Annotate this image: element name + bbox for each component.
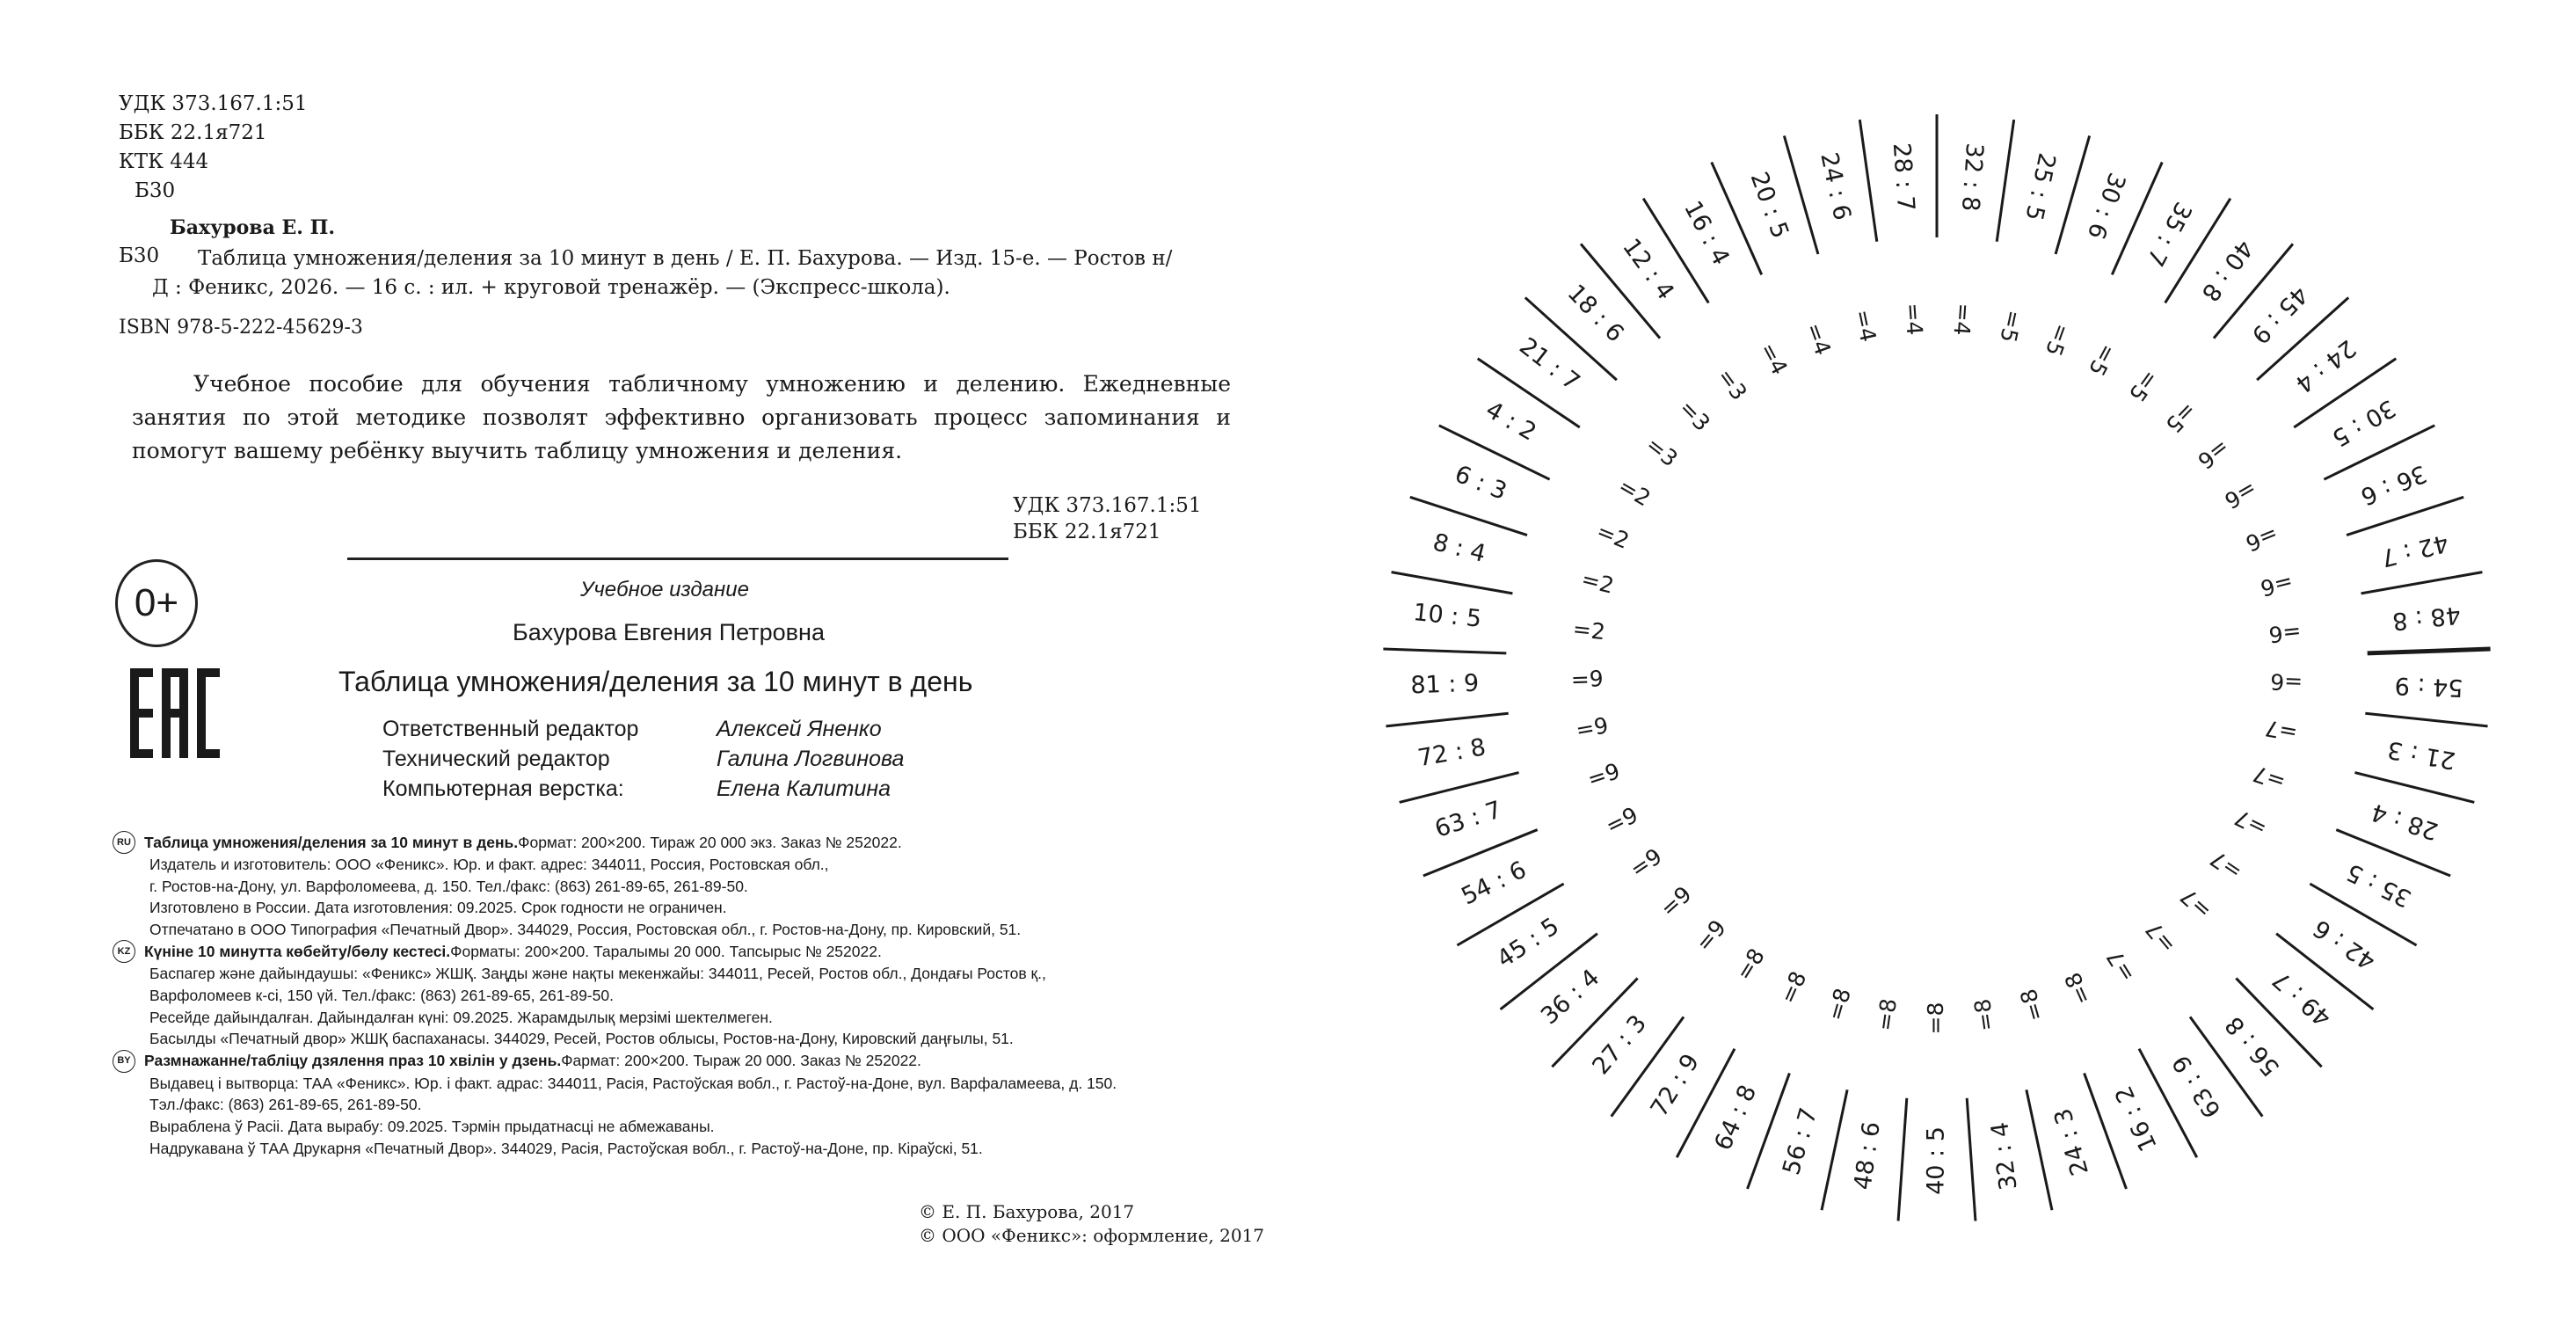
- division-problem-label: 28 : 4: [2368, 798, 2442, 845]
- by-country-badge: BY: [113, 1050, 135, 1073]
- legal-line: Изготовлено в России. Дата изготовления: 09.2025. Срок годности не ограничен.: [149, 899, 727, 917]
- credit-role: Технический редактор: [382, 747, 610, 771]
- copyright-author: © Е. П. Бахурова, 2017: [919, 1201, 1135, 1222]
- author-full-name: Бахурова Евгения Петровна: [513, 619, 825, 645]
- answer-label: =7: [2101, 945, 2141, 987]
- bib-code: Б30: [119, 244, 160, 267]
- outer-problem-ring[interactable]: [1383, 114, 2490, 1221]
- legal-info: [113, 831, 1117, 1159]
- legal-line: Басылды «Печатный двор» ЖШҚ баспаханасы. 344029, Ресей, Ростов облысы, Ростов-на-Дону, Кировский даңғылы, 51.: [149, 1030, 1014, 1048]
- division-problem-label: 32 : 4: [1986, 1120, 2023, 1192]
- edition-type: Учебное издание: [580, 578, 749, 601]
- division-problem-label: 32 : 8: [1955, 142, 1989, 213]
- answer-label: =9: [1584, 758, 1624, 793]
- legal-line: Выдавец і вытворца: ТАА «Феникс». Юр. і факт. адрас: 344011, Расія, Растоўская вобл., г. Растоў-на-Доне, вул. Варфаламеева, д. 150.: [149, 1074, 1117, 1092]
- bibliographic-entry: [152, 244, 1173, 302]
- answer-label: =9: [1574, 712, 1611, 744]
- answer-label: =8: [2015, 986, 2049, 1024]
- division-problem-label: 72 : 8: [1415, 733, 1488, 773]
- sector-divider-line: [1386, 713, 1508, 726]
- answer-label: =4: [1755, 338, 1793, 379]
- answer-label: =2: [1571, 616, 1607, 645]
- answer-label: =9: [1655, 881, 1697, 922]
- bbk-code: ББК 22.1я721: [119, 121, 267, 144]
- answer-label: =3: [1712, 363, 1752, 405]
- answer-label: =9: [1691, 915, 1731, 957]
- answer-label: =7: [2250, 760, 2289, 795]
- ktk-code: КТК 444: [119, 150, 209, 173]
- credit-person: Галина Логвинова: [717, 747, 905, 771]
- age-rating-badge: [115, 559, 198, 647]
- sector-divider-line: [1392, 572, 1513, 594]
- answer-label: =3: [1641, 432, 1683, 472]
- isbn: ISBN 978-5-222-45629-3: [119, 317, 363, 339]
- division-problem-label: 45 : 5: [1492, 912, 1565, 973]
- answer-label: =5: [1995, 307, 2027, 346]
- division-problem-label: 45 : 9: [2245, 281, 2313, 349]
- bib-line-2: Д : Феникс, 2026. — 16 с. : ил. + круговой тренажёр. — (Экспресс-школа).: [152, 276, 950, 299]
- divider-line: [347, 557, 1008, 560]
- credit-row: [382, 774, 904, 804]
- division-problem-label: 21 : 7: [1514, 332, 1585, 397]
- answer-label: =9: [1601, 802, 1642, 840]
- credit-row: [382, 714, 904, 744]
- sector-divider-line: [2354, 773, 2474, 803]
- answer-label: =8: [1730, 944, 1770, 986]
- division-problem-label: 18 : 6: [1561, 279, 1629, 348]
- sector-divider-line: [1967, 1098, 1976, 1221]
- legal-line: Надрукавана ў ТАА Друкарня «Печатный Двор». 344029, Расія, Растоўская вобл., г. Растоў-на-Доне, пр. Кіраўскі, 51.: [149, 1139, 983, 1157]
- bbk-code-right: ББК 22.1я721: [1013, 521, 1161, 543]
- division-problem-label: 40 : 5: [1922, 1126, 1950, 1195]
- legal-by-title: [113, 1050, 1117, 1073]
- legal-kz-title-rest: Форматы: 200×200. Таралымы 20 000. Тапсырыс № 252022.: [450, 943, 882, 961]
- division-problem-label: 36 : 6: [2356, 459, 2431, 511]
- answer-label: =6: [2193, 434, 2235, 474]
- division-problem-label: 56 : 7: [1778, 1104, 1823, 1178]
- answer-label: =6: [2267, 618, 2303, 648]
- legal-line: Отпечатано в ООО Типография «Печатный Двор». 344029, Россия, Ростовская обл., г. Ростов-на-Дону, пр. Кировский, 51.: [149, 920, 1022, 938]
- division-problem-label: 42 : 7: [2378, 528, 2452, 572]
- answer-label: =4: [1801, 319, 1837, 359]
- sector-divider-line: [2361, 572, 2483, 594]
- answer-label: =6: [2220, 475, 2261, 514]
- answer-label: =9: [1570, 666, 1605, 693]
- legal-line: Варфоломеев к-сі, 150 үй. Тел./факс: (863) 261-89-65, 261-89-50.: [149, 986, 614, 1004]
- answer-label: =8: [1775, 967, 1812, 1008]
- division-problem-label: 28 : 7: [1887, 142, 1920, 213]
- legal-ru-title: [113, 831, 1117, 854]
- division-problem-label: 8 : 4: [1430, 528, 1489, 568]
- answer-label: =7: [2230, 804, 2271, 842]
- division-problem-label: 30 : 6: [2081, 169, 2131, 243]
- division-problem-label: 24 : 4: [2289, 333, 2361, 398]
- age-rating-text: 0+: [134, 581, 179, 624]
- answer-label: =7: [2205, 845, 2247, 885]
- division-problem-label: 72 : 9: [1645, 1049, 1706, 1122]
- udk-code-right: УДК 373.167.1:51: [1013, 494, 1202, 517]
- division-problem-label: 6 : 3: [1451, 460, 1511, 506]
- credit-row: [382, 744, 904, 774]
- division-problem-label: 25 : 5: [2019, 150, 2061, 223]
- division-problem-label: 64 : 8: [1709, 1081, 1763, 1155]
- sector-divider-line: [1410, 497, 1527, 535]
- answer-label: =7: [2263, 715, 2300, 747]
- legal-ru-title-rest: Формат: 200×200. Тираж 20 000 экз. Заказ № 252022.: [518, 833, 902, 851]
- answer-label: =5: [2040, 320, 2076, 360]
- division-problem-label: 35 : 5: [2342, 857, 2416, 913]
- answer-label: =2: [1613, 472, 1655, 512]
- legal-line: Выраблена ў Расіі. Дата вырабу: 09.2025. Тэрмін прыдатнасці не абмежаваны.: [149, 1117, 715, 1135]
- division-problem-label: 54 : 6: [1457, 856, 1531, 911]
- author-heading: Бахурова Е. П.: [170, 216, 336, 239]
- division-problem-label: 16 : 2: [2109, 1082, 2163, 1155]
- kz-country-badge: KZ: [113, 940, 135, 963]
- answer-label: =2: [1593, 518, 1634, 554]
- legal-line: Баспагер және дайындаушы: «Феникс» ЖШҚ. Заңды және нақты мекенжайы: 344011, Ресей, Ростов обл., Дондағы Ростов қ.,: [149, 965, 1046, 983]
- eac-certification-icon: [130, 668, 220, 758]
- udk-right-block: [1013, 492, 1202, 545]
- sector-divider-line: [1383, 649, 1506, 653]
- answer-label: =4: [1948, 302, 1977, 337]
- division-problem-label: 20 : 5: [1744, 168, 1794, 243]
- sector-divider-line: [2027, 1089, 2052, 1210]
- legal-kz-title: [113, 940, 1117, 963]
- division-problem-label: 24 : 6: [1815, 149, 1856, 223]
- division-problem-label: 4 : 2: [1481, 396, 1541, 447]
- answer-label: =5: [2083, 339, 2121, 381]
- credit-person: Алексей Яненко: [717, 717, 882, 741]
- author-mark: Б30: [135, 179, 176, 202]
- answer-label: =7: [2140, 916, 2181, 958]
- legal-kz-title-bold: Күніне 10 минутта көбейту/бөлу кестесі.: [144, 943, 451, 961]
- division-problem-label: 54 : 9: [2394, 671, 2464, 702]
- credit-person: Елена Калитина: [717, 776, 891, 801]
- copyright: [919, 1200, 1264, 1248]
- division-problem-label: 36 : 4: [1535, 964, 1605, 1031]
- answer-label: =6: [2269, 668, 2303, 696]
- legal-by-title-bold: Размнажанне/табліцу дзялення праз 10 хвілін у дзень.: [144, 1052, 562, 1070]
- division-problem-label: 40 : 8: [2195, 234, 2259, 307]
- sector-divider-line: [2368, 649, 2491, 653]
- legal-line: Издатель и изготовитель: ООО «Феникс». Юр. и факт. адрес: 344011, Россия, Ростовская обл.,: [149, 856, 829, 873]
- answer-label: =7: [2175, 883, 2217, 924]
- sector-divider-line: [2056, 135, 2090, 254]
- answer-label: =4: [1899, 302, 1928, 337]
- udk-code: УДК 373.167.1:51: [119, 92, 308, 115]
- answer-label: =8: [2059, 968, 2097, 1009]
- division-problem-label: 16 : 4: [1678, 196, 1735, 270]
- answer-label: =8: [1968, 997, 1999, 1033]
- division-problem-label: 63 : 9: [2167, 1050, 2227, 1123]
- division-problem-label: 12 : 4: [1617, 233, 1680, 305]
- division-problem-label: 56 : 8: [2220, 1010, 2286, 1082]
- division-problem-label: 27 : 3: [1587, 1009, 1653, 1081]
- answer-label: =8: [1923, 1002, 1948, 1035]
- book-title: Таблица умножения/деления за 10 минут в день: [338, 666, 973, 697]
- sector-divider-line: [1859, 120, 1876, 242]
- answer-label: =6: [2242, 520, 2282, 557]
- legal-by-title-rest: Фармат: 200×200. Тыраж 20 000. Заказ № 252022.: [561, 1052, 921, 1070]
- annotation: [132, 368, 1231, 468]
- legal-line: Ресейде дайындалған. Дайындалған күні: 09.2025. Жарамдылық мерзімі шектелмеген.: [149, 1008, 773, 1026]
- answer-label: =5: [2123, 365, 2164, 407]
- ru-country-badge: RU: [113, 831, 135, 854]
- division-problem-label: 48 : 6: [1849, 1119, 1886, 1192]
- answer-label: =8: [1822, 985, 1856, 1024]
- legal-line: г. Ростов-на-Дону, ул. Варфоломеева, д. 150. Тел./факс: (863) 261-89-65, 261-89-50.: [149, 877, 748, 895]
- sector-divider-line: [1400, 773, 1519, 803]
- answer-label: =8: [1872, 996, 1903, 1033]
- answer-label: =3: [1674, 395, 1715, 436]
- annotation-text: Учебное пособие для обучения табличному умножению и делению. Ежедневные занятия по этой методике позволят эффективно организовать процесс запоминания и помогут вашему ребёнку выучить таблицу умножения и деления.: [132, 371, 1231, 463]
- sector-divider-line: [1784, 135, 1818, 254]
- division-problem-label: 30 : 5: [2327, 393, 2400, 452]
- circular-trainer[interactable]: [1301, 0, 2576, 1319]
- sector-divider-line: [1898, 1098, 1907, 1221]
- bib-line-1: Таблица умножения/деления за 10 минут в день / Е. П. Бахурова. — Изд. 15-е. — Ростов н/: [198, 247, 1173, 270]
- sector-divider-line: [2365, 713, 2487, 726]
- sector-divider-line: [1997, 120, 2013, 242]
- division-problem-label: 24 : 3: [2048, 1104, 2095, 1179]
- division-problem-label: 42 : 6: [2308, 914, 2381, 975]
- answer-label: =9: [1625, 842, 1667, 883]
- inner-answer-ring[interactable]: [1570, 302, 2303, 1034]
- credit-role: Ответственный редактор: [382, 717, 639, 741]
- legal-line: Тэл./факс: (863) 261-89-65, 261-89-50.: [149, 1096, 422, 1114]
- credits: [382, 714, 904, 804]
- legal-ru-title-bold: Таблица умножения/деления за 10 минут в день.: [144, 833, 519, 851]
- answer-label: =6: [2258, 568, 2296, 601]
- division-problem-label: 21 : 3: [2385, 735, 2458, 775]
- sector-divider-line: [1822, 1089, 1847, 1210]
- credit-role: Компьютерная верстка:: [382, 776, 624, 801]
- answer-label: =2: [1578, 565, 1617, 599]
- division-problem-label: 35 : 7: [2140, 197, 2197, 271]
- division-problem-label: 48 : 8: [2390, 600, 2463, 635]
- answer-label: =5: [2160, 397, 2201, 439]
- division-problem-label: 81 : 9: [1409, 669, 1480, 700]
- division-problem-label: 63 : 7: [1431, 796, 1505, 843]
- answer-label: =4: [1849, 307, 1881, 345]
- division-problem-label: 49 : 7: [2267, 965, 2337, 1032]
- classification-codes: [119, 90, 308, 206]
- copyright-publisher: © ООО «Феникс»: оформление, 2017: [919, 1225, 1265, 1246]
- division-problem-label: 10 : 5: [1411, 598, 1483, 633]
